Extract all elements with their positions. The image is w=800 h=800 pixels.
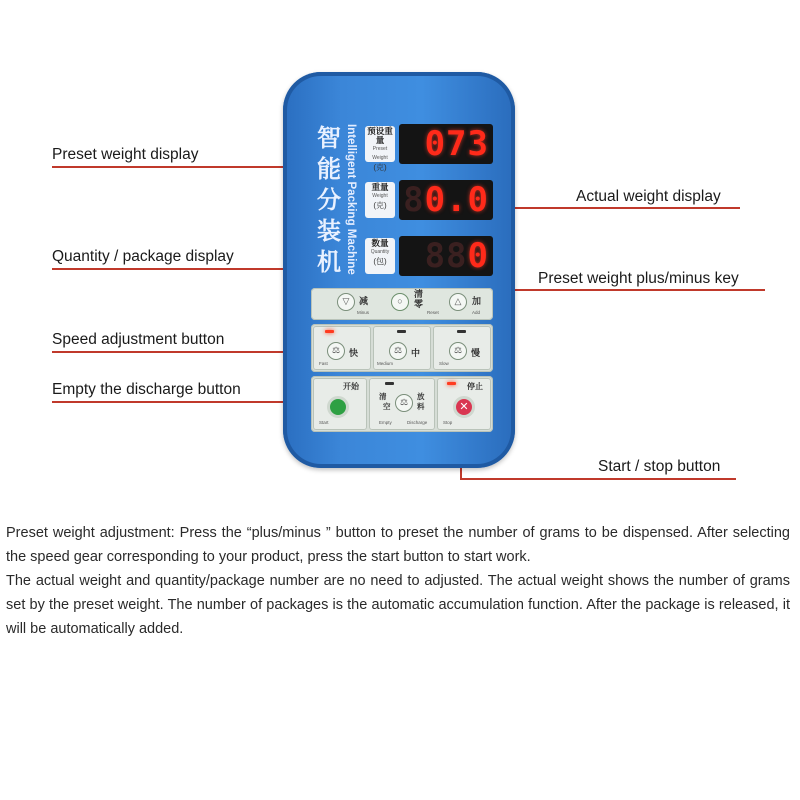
reset-label (414, 289, 423, 309)
fast-label: 快 (349, 348, 359, 358)
stop-cell (437, 378, 491, 430)
brand-char: 能 (317, 157, 341, 183)
stop-led (447, 382, 456, 385)
reset-label-1: 清 (414, 289, 424, 299)
lcd-dim-digits: 8 (403, 180, 425, 220)
weight-adjust-bar (311, 288, 493, 320)
reset-button[interactable]: ○ (391, 293, 409, 311)
empty-discharge-button[interactable]: ⚖ (395, 394, 413, 412)
callout-preset-weight-plus-minus-key: Preset weight plus/minus key (538, 270, 739, 287)
display-unit: (包) (373, 257, 387, 266)
empty-led (385, 382, 394, 385)
add-label: 加 (472, 296, 482, 306)
callout-quantity-package-display: Quantity / package display (52, 248, 234, 265)
speed-medium-cell (373, 326, 431, 370)
reset-label-2: 零 (414, 299, 424, 309)
display-label (365, 126, 395, 172)
display-label-cn: 数量 (371, 238, 389, 248)
display-unit: (克) (373, 163, 387, 172)
display-label-en: Preset Weight (372, 146, 388, 161)
display-label-en: Weight (372, 193, 388, 199)
callout-preset-weight-display: Preset weight display (52, 146, 199, 163)
display-label (365, 238, 395, 274)
display-unit: (克) (373, 201, 387, 210)
brand-char: 机 (317, 250, 341, 276)
brand-char: 装 (317, 219, 341, 245)
callout-start-stop-button: Start / stop button (598, 458, 721, 475)
control-bar (311, 376, 493, 432)
start-label: 开始 (343, 382, 359, 391)
medium-label: 中 (411, 348, 421, 358)
slow-button[interactable]: ⚖ (449, 342, 467, 360)
lcd-lit-digits: 073 (424, 124, 489, 164)
fast-button[interactable]: ⚖ (327, 342, 345, 360)
discharge-label (417, 392, 425, 412)
slow-label-en: Slow (439, 361, 449, 366)
brand-english: Intelligent Packing Machine (345, 124, 357, 275)
lcd-readout (399, 180, 493, 220)
start-button[interactable] (327, 396, 349, 418)
callout-speed-adjustment-button: Speed adjustment button (52, 331, 225, 348)
slow-led (457, 330, 466, 333)
keypad (311, 288, 493, 436)
slow-label: 慢 (471, 348, 481, 358)
speed-fast-cell (313, 326, 371, 370)
discharge-label-1: 放 (417, 392, 425, 401)
fast-label-en: Fast (319, 361, 328, 366)
lcd-lit-digits: 0.0 (424, 180, 489, 220)
preset-weight-display (365, 124, 493, 172)
medium-led (397, 330, 406, 333)
fast-led (325, 330, 334, 333)
display-label-cn: 预设重量 (367, 126, 393, 145)
lcd-readout (399, 124, 493, 164)
callout-empty-discharge-button: Empty the discharge button (52, 381, 241, 398)
stop-button[interactable]: ✕ (453, 396, 475, 418)
brand-char: 智 (317, 126, 341, 152)
minus-label: 减 (359, 296, 369, 306)
start-cell (313, 378, 367, 430)
display-label (365, 182, 395, 218)
actual-weight-display (365, 180, 493, 220)
discharge-label-en: Discharge (407, 420, 428, 425)
brand-char: 分 (317, 188, 341, 214)
add-label-en: Add (472, 310, 481, 315)
packing-machine-control-panel (283, 72, 515, 468)
start-label-en: Start (319, 420, 329, 425)
description (6, 521, 790, 641)
empty-label-1: 清 (379, 392, 387, 401)
description-paragraph: Preset weight adjustment: Press the “plus/minus ” button to preset the number of grams to be dispensed. After selecting the speed gear corresponding to your product, press the start button to start work. (6, 525, 790, 565)
speed-bar (311, 324, 493, 372)
description-paragraph: The actual weight and quantity/package number are no need to adjusted. The actual weight shows the number of grams set by the preset weight. The number of packages is the automatic accumulation function. After the package is released, it will be automatically added. (6, 573, 790, 637)
reset-label-en: Reset (427, 310, 439, 315)
empty-discharge-cell (369, 378, 435, 430)
quantity-package-display (365, 236, 493, 276)
discharge-label-2: 料 (417, 402, 425, 411)
lcd-readout (399, 236, 493, 276)
add-button[interactable]: △ (449, 293, 467, 311)
lcd-lit-digits: 0 (467, 236, 489, 276)
minus-button[interactable]: ▽ (337, 293, 355, 311)
stop-label: 停止 (467, 382, 483, 391)
minus-label-en: Minus (357, 310, 370, 315)
empty-label (379, 392, 391, 412)
medium-button[interactable]: ⚖ (389, 342, 407, 360)
callout-line (460, 478, 736, 480)
stop-label-en: Stop (443, 420, 453, 425)
callout-actual-weight-display: Actual weight display (576, 188, 721, 205)
empty-label-2: 空 (383, 402, 391, 411)
empty-label-en: Empty (379, 420, 392, 425)
display-label-cn: 重量 (371, 182, 389, 192)
speed-slow-cell (433, 326, 491, 370)
display-label-en: Quantity (370, 249, 390, 255)
medium-label-en: Medium (377, 361, 394, 366)
lcd-dim-digits: 88 (424, 236, 468, 276)
